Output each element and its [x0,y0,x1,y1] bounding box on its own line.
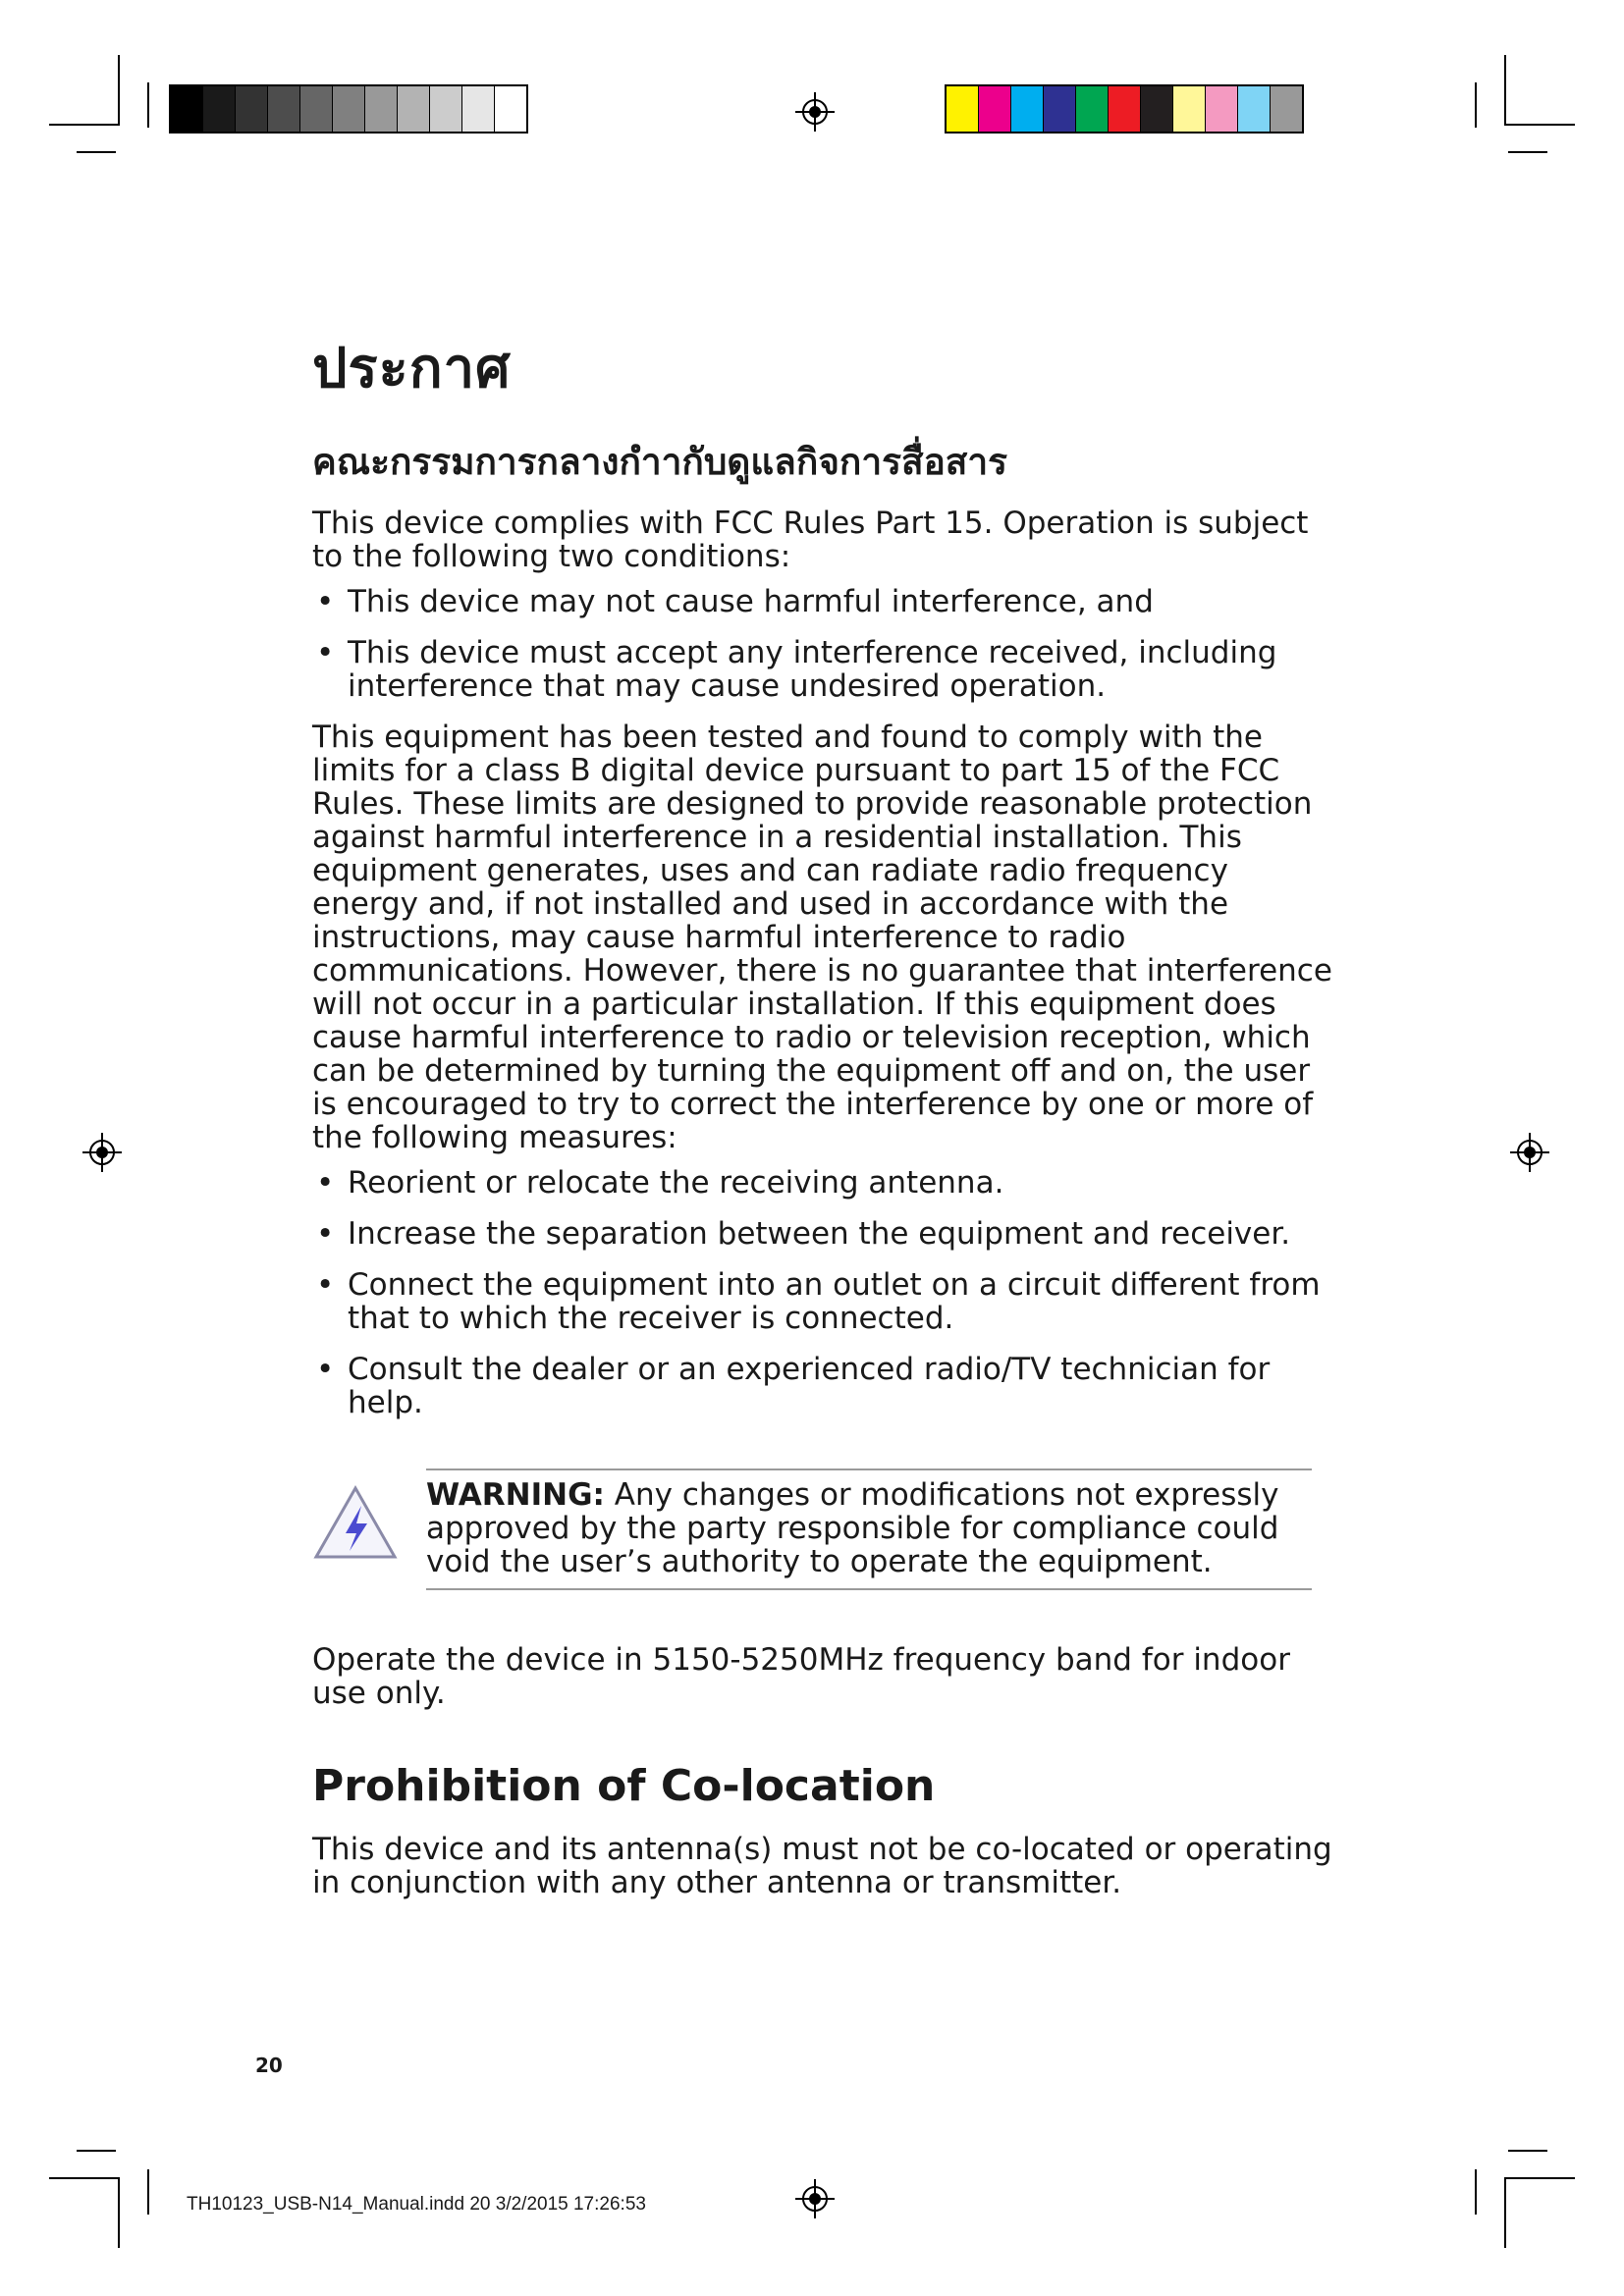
color-swatch [430,86,462,132]
color-swatch [1271,86,1302,132]
color-swatch [171,86,203,132]
color-swatch [268,86,300,132]
bullet-icon: • [316,1267,335,1303]
color-calibration-bar [945,84,1304,133]
crop-mark [1508,151,1547,153]
list-item [312,1166,1343,1200]
band-note: Operate the device in 5150-5250MHz frequency band for indoor use only. [312,1642,1290,1711]
color-swatch [1109,86,1141,132]
color-swatch [979,86,1011,132]
registration-mark-icon [1508,1131,1551,1174]
bullet-icon: • [316,635,335,670]
crop-mark [77,2150,116,2152]
crop-mark [49,2177,120,2179]
divider [426,1588,1312,1590]
color-swatch [462,86,495,132]
color-swatch [1076,86,1109,132]
crop-mark [118,55,120,126]
bullet-icon: • [316,1352,335,1387]
page-content [312,324,1343,1911]
warning-body: Any changes or modifications not expressly approved by the party responsible for compliance could void the user’s authority to operate the equipment. [426,1477,1279,1579]
list-item [312,1268,1343,1335]
list-item [312,636,1343,703]
color-swatch [365,86,398,132]
measures-list [312,1166,1343,1419]
list-item-text: Reorient or relocate the receiving antenna. [348,1165,1004,1201]
crop-mark [1508,2150,1547,2152]
color-swatch [300,86,333,132]
color-swatch [203,86,236,132]
color-swatch [947,86,979,132]
crop-mark [1475,2169,1477,2215]
color-swatch [333,86,365,132]
list-item [312,1217,1343,1251]
bullet-icon: • [316,584,335,619]
colocation-heading: Prohibition of Co-location [312,1761,936,1811]
warning-label: WARNING: [426,1477,605,1513]
crop-mark [1504,2177,1575,2179]
crop-mark [1504,2177,1506,2248]
list-item [312,585,1343,618]
warning-box [312,1468,1343,1590]
crop-mark [77,151,116,153]
color-swatch [236,86,268,132]
color-swatch [1141,86,1173,132]
page-subtitle: คณะกรรมการกลางกำากับดูแลกิจการสื่อสาร [312,441,1008,483]
color-swatch [1044,86,1076,132]
body-paragraph: This equipment has been tested and found to comply with the limits for a class B digital device pursuant to part 15 of the FCC Rules. These limits are designed to provide reasonable protection against harmful interference in a residential installation. This equipment generates, uses and can radiate radio frequency energy and, if not installed and used in accordance with the instructions, may cause harmful interference to radio communications. However, there is no guarantee that interference will not occur in a particular installation. If this equipment does cause harmful interference to radio or television reception, which can be determined by turning the equipment off and on, the user is encouraged to try to correct the interference by one or more of the following measures: [312,720,1332,1155]
intro-paragraph: This device complies with FCC Rules Part 15. Operation is subject to the following two conditions: [312,506,1309,574]
print-slug: TH10123_USB-N14_Manual.indd 20 3/2/2015 17:26:53 [187,2194,646,2215]
registration-mark-icon [793,90,837,133]
crop-mark [49,124,120,126]
crop-mark [1504,124,1575,126]
bullet-icon: • [316,1216,335,1252]
bullet-icon: • [316,1165,335,1201]
warning-text [426,1478,1343,1578]
crop-mark [147,2169,149,2215]
registration-mark-icon [793,2177,837,2220]
color-swatch [398,86,430,132]
list-item-text: This device must accept any interference received, including interference that may cause undesired operation. [348,635,1277,704]
list-item-text: Increase the separation between the equipment and receiver. [348,1216,1291,1252]
list-item-text: Connect the equipment into an outlet on a circuit different from that to which the receiver is connected. [348,1267,1321,1336]
grayscale-calibration-bar [169,84,528,133]
colocation-paragraph: This device and its antenna(s) must not be co-located or operating in conjunction with any other antenna or transmitter. [312,1832,1332,1900]
page-title: ประกาศ [312,337,512,400]
list-item-text: Consult the dealer or an experienced radio/TV technician for help. [348,1352,1271,1420]
page-number: 20 [255,2054,283,2077]
crop-mark [118,2177,120,2248]
crop-mark [1475,82,1477,128]
warning-lightning-icon [312,1478,426,1567]
color-swatch [1238,86,1271,132]
crop-mark [147,82,149,128]
list-item [312,1353,1343,1419]
list-item-text: This device may not cause harmful interference, and [348,584,1154,619]
color-swatch [1173,86,1206,132]
color-swatch [495,86,526,132]
registration-mark-icon [81,1131,124,1174]
crop-mark [1504,55,1506,126]
color-swatch [1011,86,1044,132]
color-swatch [1206,86,1238,132]
conditions-list [312,585,1343,703]
